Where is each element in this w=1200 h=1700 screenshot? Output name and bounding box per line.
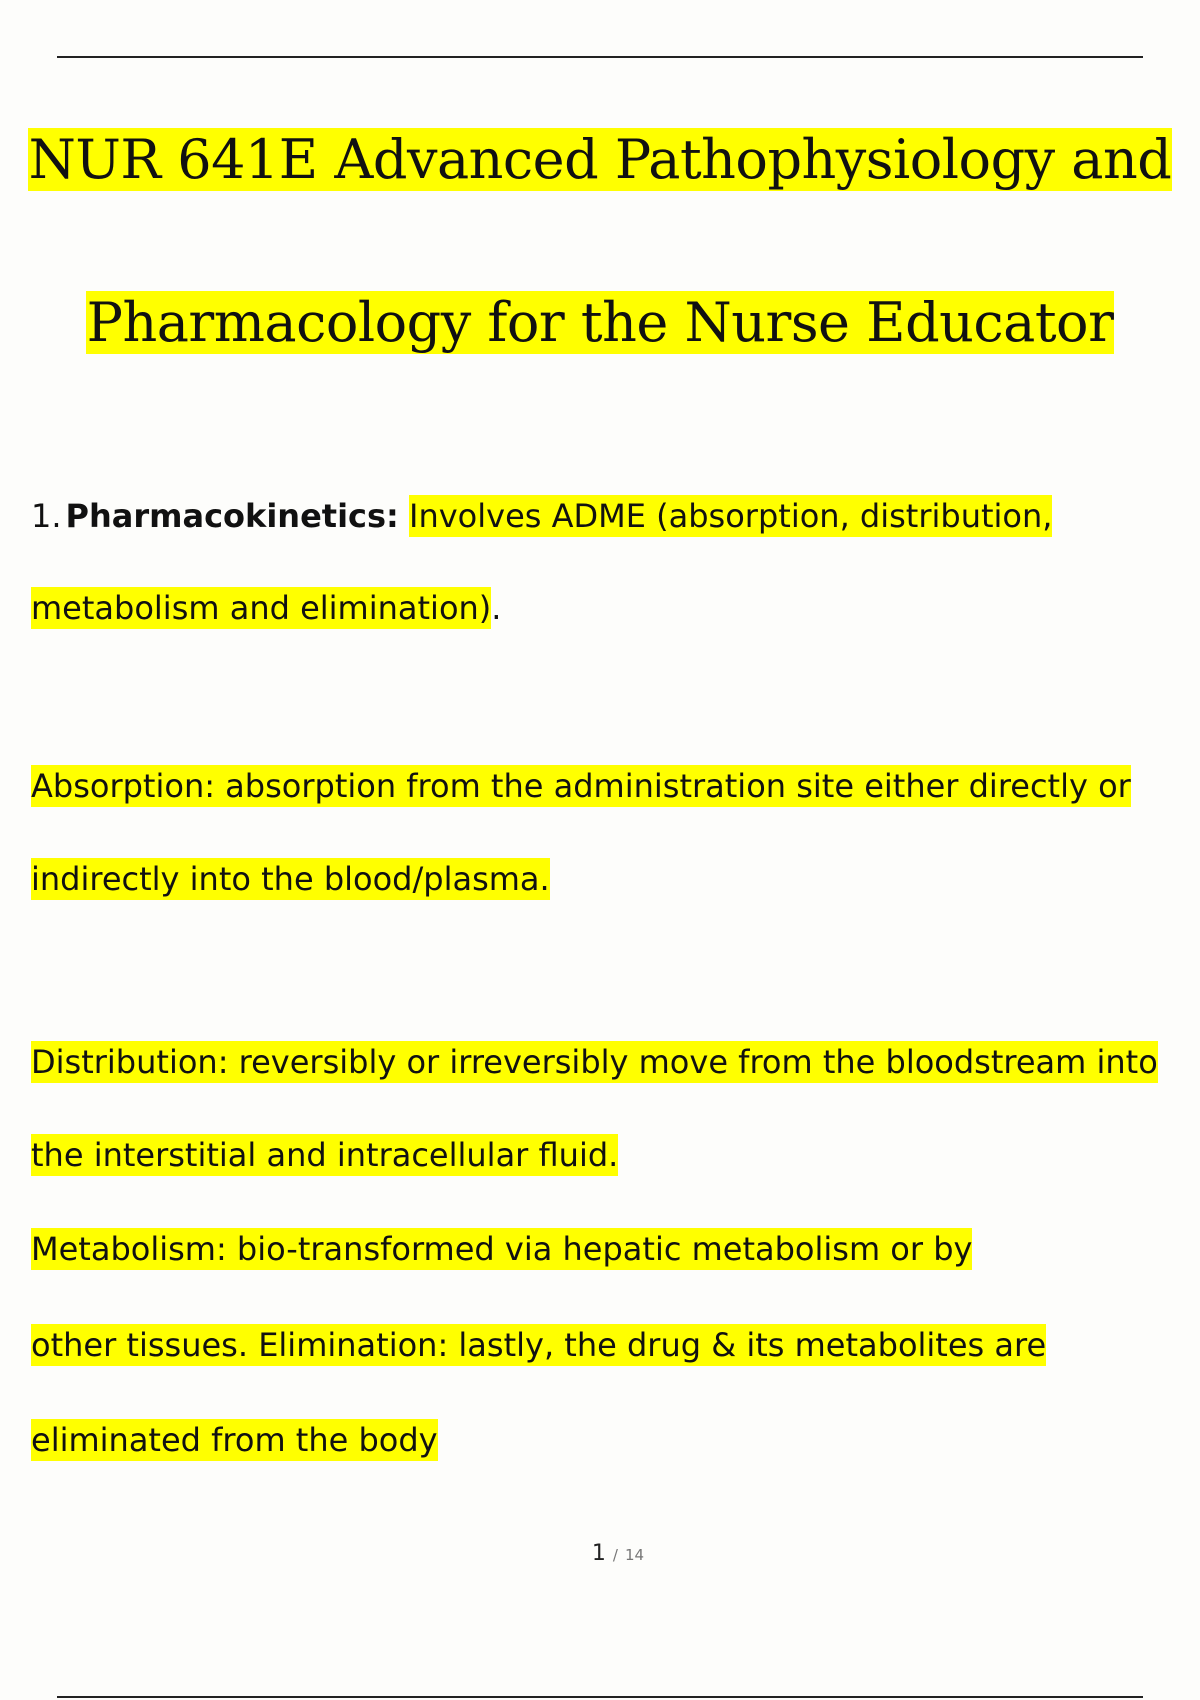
metabolism-line-1: [31, 1230, 972, 1268]
total-pages: 14: [624, 1546, 645, 1564]
page-indicator: [0, 1541, 1200, 1566]
title-highlight: Pharmacology for the Nurse Educator: [86, 291, 1114, 354]
page-separator: /: [612, 1546, 618, 1564]
metabolism-text: eliminated from the body: [31, 1421, 438, 1459]
sentence-period: .: [491, 589, 502, 627]
item-1-line-1: [31, 497, 1052, 535]
item-number: 1.: [31, 497, 62, 535]
item-1-line-2: [31, 589, 501, 627]
current-page: 1: [591, 1541, 606, 1566]
absorption-line-2: [31, 860, 550, 898]
bottom-rule: [57, 1696, 1143, 1698]
metabolism-text: other tissues. Elimination: lastly, the drug & its metabolites are: [31, 1326, 1047, 1364]
top-rule: [57, 56, 1143, 58]
absorption-text: Absorption: absorption from the administration site either directly or: [31, 767, 1131, 805]
distribution-line-2: [31, 1136, 618, 1174]
absorption-line-1: [31, 767, 1131, 805]
metabolism-line-2: [31, 1326, 1046, 1364]
distribution-text: Distribution: reversibly or irreversibly move from the bloodstream into: [31, 1043, 1158, 1081]
distribution-line-1: [31, 1043, 1158, 1081]
document-title-line-1: [0, 127, 1200, 193]
item-definition-continued: metabolism and elimination): [31, 589, 492, 627]
metabolism-line-3: [31, 1421, 438, 1459]
distribution-text: the interstitial and intracellular fluid.: [31, 1136, 619, 1174]
item-term: Pharmacokinetics:: [65, 497, 399, 535]
title-highlight: NUR 641E Advanced Pathophysiology and: [28, 128, 1172, 191]
item-definition: Involves ADME (absorption, distribution,: [409, 497, 1053, 535]
absorption-text: indirectly into the blood/plasma.: [31, 860, 550, 898]
metabolism-text: Metabolism: bio-transformed via hepatic metabolism or by: [31, 1230, 973, 1268]
document-title-line-2: [0, 290, 1200, 356]
